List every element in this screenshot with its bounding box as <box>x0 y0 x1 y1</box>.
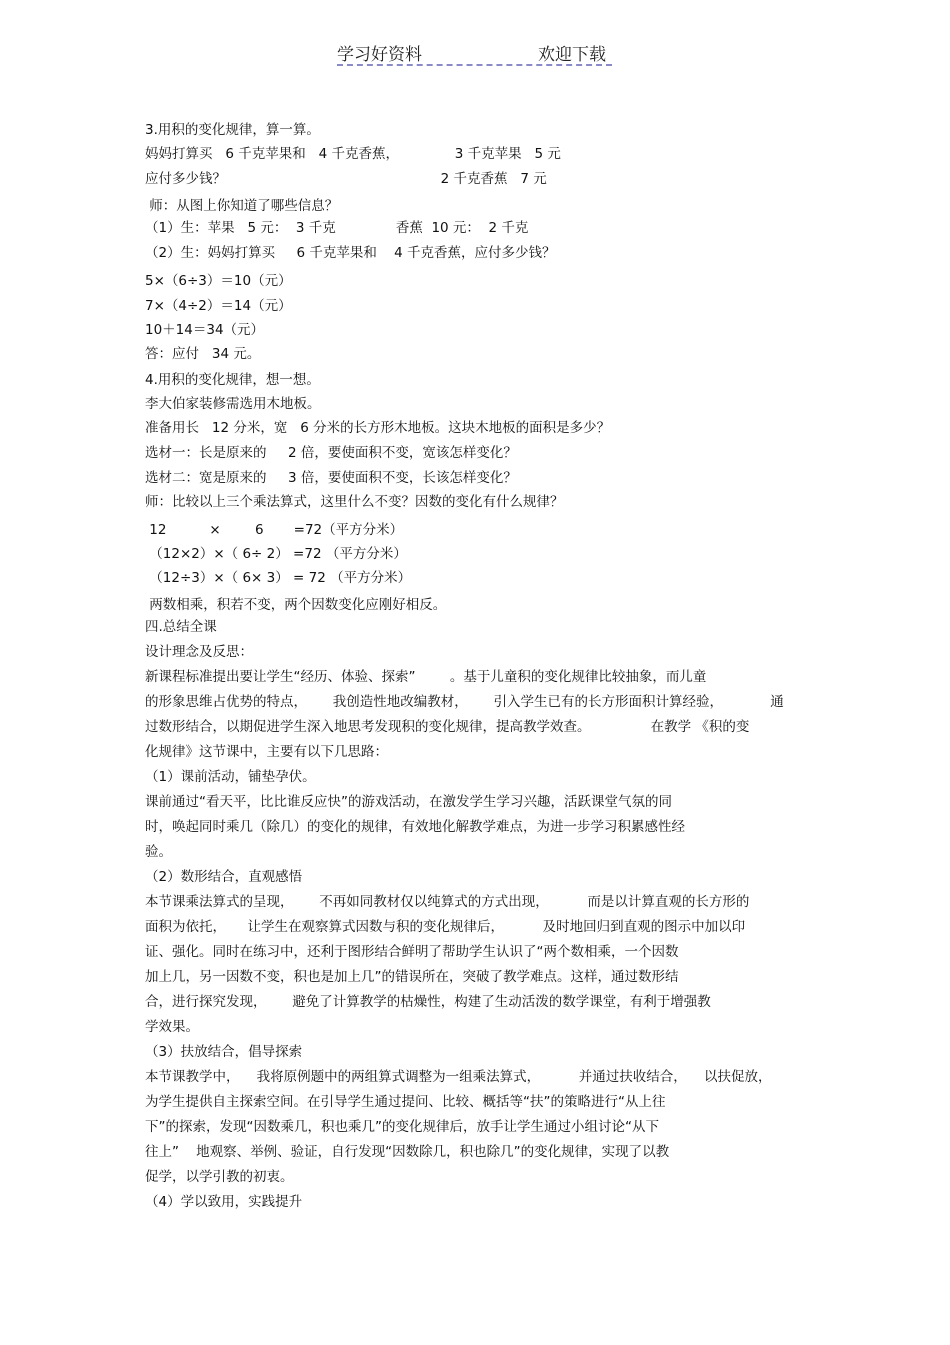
text-line: （2）生：妈妈打算买 6 千克苹果和 4 千克香蕉，应付多少钱？ <box>145 245 556 261</box>
paragraph-line: 学效果。 <box>145 1019 199 1035</box>
paragraph-line: 时，唤起同时乘几（除几）的变化的规律，有效地化解教学难点，为进一步学习积累感性经 <box>145 819 685 835</box>
header-right-text: 欢迎下载 <box>538 45 606 65</box>
text-line: 师：比较以上三个乘法算式，这里什么不变？因数的变化有什么规律？ <box>145 494 564 510</box>
text-line: 李大伯家装修需选用木地板。 <box>145 396 321 412</box>
paragraph-line: 新课程标准提出要让学生“经历、体验、探索” 。基于儿童积的变化规律比较抽象，而儿童 <box>145 669 707 685</box>
subheading: （3）扶放结合，倡导探索 <box>145 1044 303 1060</box>
subheading: （1）课前活动，铺垫孕伏。 <box>145 769 316 785</box>
paragraph-line: 本节课教学中， 我将原例题中的两组算式调整为一组乘法算式， 并通过扶收结合， 以扶促放， <box>145 1069 772 1085</box>
section-heading: 四.总结全课 <box>145 619 217 635</box>
paragraph-line: 课前通过“看天平，比比谁反应快”的游戏活动，在激发学生学习兴趣，活跃课堂气氛的同 <box>145 794 672 810</box>
text-line: （1）生：苹果 5 元： 3 千克 香蕉 10 元： 2 千克 <box>145 220 529 236</box>
text-line: 10＋14＝34（元） <box>145 322 265 338</box>
paragraph-line: 的形象思维占优势的特点， 我创造性地改编教材， 引入学生已有的长方形面积计算经验， 通 <box>145 694 784 710</box>
paragraph-line: 加上几，另一因数不变，积也是加上几”的错误所在，突破了教学难点。这样，通过数形结 <box>145 969 679 985</box>
paragraph-line: 验。 <box>145 844 172 860</box>
paragraph-line: 促学，以学引教的初衷。 <box>145 1169 294 1185</box>
text-line: 4.用积的变化规律，想一想。 <box>145 372 320 388</box>
text-line: 两数相乘，积若不变，两个因数变化应刚好相反。 <box>145 597 447 613</box>
text-line: 选材一：长是原来的 2 倍，要使面积不变，宽该怎样变化？ <box>145 445 517 461</box>
paragraph-line: 合，进行探究发现， 避免了计算教学的枯燥性，构建了生动活泼的数学课堂，有利于增强教 <box>145 994 711 1010</box>
text-line: 准备用长 12 分米，宽 6 分米的长方形木地板。这块木地板的面积是多少？ <box>145 420 611 436</box>
paragraph-line: 过数形结合，以期促进学生深入地思考发现积的变化规律，提高教学效查。 在教学 《积的变 <box>145 719 750 735</box>
text-line: 3.用积的变化规律，算一算。 <box>145 122 320 138</box>
paragraph-line: 证、强化。同时在练习中，还利于图形结合鲜明了帮助学生认识了“两个数相乘，一个因数 <box>145 944 679 960</box>
text-line: 设计理念及反思： <box>145 644 253 660</box>
equation-line: （12÷3）×（ 6× 3） = 72 （平方分米） <box>145 570 412 586</box>
paragraph-line: 化规律》这节课中，主要有以下几思路： <box>145 744 388 760</box>
equation-line: 12 × 6 =72（平方分米） <box>145 522 404 538</box>
paragraph-line: 下”的探索，发现“因数乘几，积也乘几”的变化规律后，放手让学生通过小组讨论“从下 <box>145 1119 659 1135</box>
header-left-text: 学习好资料 <box>337 45 422 65</box>
paragraph-line: 往上” 地观察、举例、验证，自行发现“因数除几，积也除几”的变化规律，实现了以教 <box>145 1144 670 1160</box>
text-line: 答：应付 34 元。 <box>145 346 261 362</box>
text-line: 5×（6÷3）＝10（元） <box>145 273 292 289</box>
paragraph-line: 本节课乘法算式的呈现， 不再如同教材仅以纯算式的方式出现， 而是以计算直观的长方形的 <box>145 894 750 910</box>
text-line: 选材二：宽是原来的 3 倍，要使面积不变，长该怎样变化？ <box>145 470 517 486</box>
text-line: 7×（4÷2）＝14（元） <box>145 298 292 314</box>
equation-line: （12×2）×（ 6÷ 2） =72 （平方分米） <box>145 546 407 562</box>
subheading: （4）学以致用，实践提升 <box>145 1194 303 1210</box>
header-dashed-underline <box>337 64 612 66</box>
text-line: 应付多少钱？ 2 千克香蕉 7 元 <box>145 171 547 187</box>
text-line: 师：从图上你知道了哪些信息？ <box>145 198 339 214</box>
paragraph-line: 面积为依托， 让学生在观察算式因数与积的变化规律后， 及时地回归到直观的图示中加以印 <box>145 919 746 935</box>
paragraph-line: 为学生提供自主探索空间。在引导学生通过提问、比较、概括等“扶”的策略进行“从上往 <box>145 1094 666 1110</box>
subheading: （2）数形结合，直观感悟 <box>145 869 303 885</box>
text-line: 妈妈打算买 6 千克苹果和 4 千克香蕉， 3 千克苹果 5 元 <box>145 146 561 162</box>
